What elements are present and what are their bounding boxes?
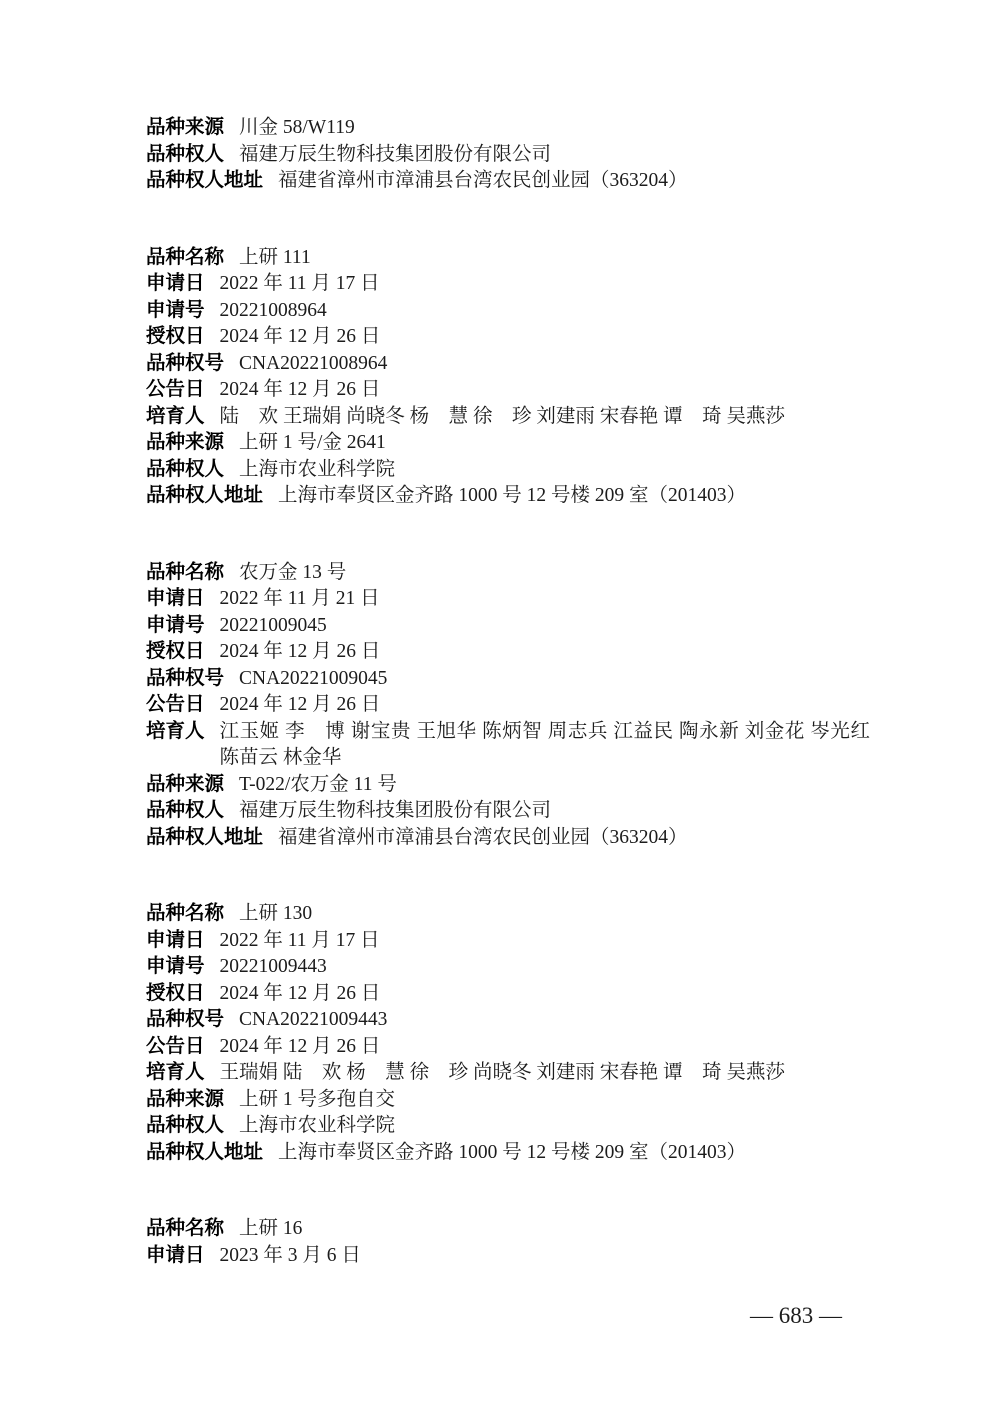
- field-label: 申请日: [146, 273, 205, 294]
- field-value: 福建省漳州市漳浦县台湾农民创业园（363204）: [278, 170, 688, 191]
- field-value: 上研 1 号多孢自交: [239, 1088, 396, 1110]
- field-value: T-022/农万金 11 号: [239, 773, 397, 795]
- field-value: 2023 年 3 月 6 日: [219, 1244, 361, 1266]
- field-label: 申请号: [146, 956, 205, 977]
- field-label: 授权日: [146, 641, 205, 662]
- field-label: 品种来源: [146, 432, 225, 453]
- field-row: [146, 377, 870, 404]
- page-footer: [750, 1301, 842, 1331]
- field-value: 20221009443: [219, 956, 327, 977]
- field-label: 品种权人: [146, 800, 225, 821]
- field-value: 上海市奉贤区金齐路 1000 号 12 号楼 209 室（201403）: [278, 1141, 747, 1163]
- field-row: [146, 928, 870, 955]
- field-value: 上研 111: [239, 246, 311, 268]
- field-row: [146, 719, 870, 772]
- field-row: [146, 457, 870, 484]
- field-value: 上研 130: [239, 903, 313, 924]
- field-label: 培育人: [146, 1062, 205, 1083]
- field-label: 品种来源: [146, 1088, 225, 1110]
- records-list: [146, 115, 870, 1269]
- field-label: 申请日: [146, 588, 205, 609]
- field-label: 培育人: [146, 405, 205, 427]
- field-value: 2024 年 12 月 26 日: [219, 982, 381, 1004]
- field-label: 品种名称: [146, 561, 225, 583]
- field-label: 品种来源: [146, 773, 225, 795]
- field-row: [146, 692, 870, 719]
- field-label: 授权日: [146, 326, 205, 347]
- field-value: 2022 年 11 月 17 日: [219, 273, 380, 294]
- field-label: 品种权人地址: [146, 1141, 264, 1163]
- field-label: 申请号: [146, 299, 205, 321]
- field-row: [146, 772, 870, 799]
- field-value: 20221008964: [219, 299, 327, 321]
- field-label: 品种权号: [146, 667, 225, 689]
- field-value: 2024 年 12 月 26 日: [219, 641, 381, 662]
- field-value: 2024 年 12 月 26 日: [219, 694, 381, 715]
- field-row: [146, 245, 870, 272]
- field-row: [146, 1060, 870, 1087]
- field-row: [146, 1007, 870, 1034]
- field-value: 王瑞娟 陆 欢 杨 慧 徐 珍 尚晓冬 刘建雨 宋春艳 谭 琦 吴燕莎: [219, 1062, 786, 1083]
- variety-record: [146, 115, 870, 195]
- variety-record: [146, 1216, 870, 1269]
- field-value: 2022 年 11 月 21 日: [219, 588, 380, 609]
- field-row: [146, 1113, 870, 1140]
- field-value: 2024 年 12 月 26 日: [219, 326, 381, 347]
- field-row: [146, 639, 870, 666]
- field-row: [146, 430, 870, 457]
- variety-record: [146, 901, 870, 1166]
- field-value: 上海市农业科学院: [239, 458, 396, 480]
- field-label: 品种权人地址: [146, 485, 264, 506]
- field-row: [146, 115, 870, 142]
- field-row: [146, 954, 870, 981]
- field-label: 申请日: [146, 929, 205, 951]
- field-label: 品种权人: [146, 143, 225, 165]
- field-value: 上海市奉贤区金齐路 1000 号 12 号楼 209 室（201403）: [278, 485, 747, 506]
- field-row: [146, 1034, 870, 1061]
- field-value: 上海市农业科学院: [239, 1115, 396, 1136]
- field-label: 公告日: [146, 379, 205, 400]
- field-label: 品种权人地址: [146, 170, 264, 191]
- field-value: CNA20221008964: [239, 352, 388, 374]
- field-label: 品种权人: [146, 458, 225, 480]
- field-value: 陆 欢 王瑞娟 尚晓冬 杨 慧 徐 珍 刘建雨 宋春艳 谭 琦 吴燕莎: [219, 405, 786, 427]
- field-value: 2024 年 12 月 26 日: [219, 379, 381, 400]
- field-value: CNA20221009045: [239, 667, 388, 689]
- field-label: 品种名称: [146, 1218, 225, 1239]
- field-row: [146, 586, 870, 613]
- field-label: 品种权人地址: [146, 826, 264, 848]
- field-label: 公告日: [146, 694, 205, 715]
- page-number: — 683 —: [750, 1303, 842, 1328]
- field-row: [146, 404, 870, 431]
- field-label: 品种名称: [146, 903, 225, 924]
- field-label: 品种名称: [146, 246, 225, 268]
- field-row: [146, 1216, 870, 1243]
- field-row: [146, 1243, 870, 1270]
- field-value: 上研 1 号/金 2641: [239, 432, 386, 453]
- field-label: 申请号: [146, 614, 205, 636]
- field-row: [146, 981, 870, 1008]
- field-row: [146, 901, 870, 928]
- field-value: 上研 16: [239, 1218, 303, 1239]
- field-value: 2024 年 12 月 26 日: [219, 1035, 381, 1057]
- field-row: [146, 483, 870, 510]
- variety-record: [146, 560, 870, 852]
- field-value: CNA20221009443: [239, 1009, 388, 1030]
- field-row: [146, 324, 870, 351]
- field-row: [146, 271, 870, 298]
- field-value: 川金 58/W119: [239, 117, 355, 138]
- field-value: 2022 年 11 月 17 日: [219, 929, 380, 951]
- field-label: 品种权号: [146, 352, 225, 374]
- field-label: 品种权人: [146, 1115, 225, 1136]
- field-label: 品种来源: [146, 117, 225, 138]
- field-row: [146, 666, 870, 693]
- field-label: 品种权号: [146, 1009, 225, 1030]
- field-value: 江玉姬 李 博 谢宝贵 王旭华 陈炳智 周志兵 江益民 陶永新 刘金花 岑光红 陈苗云 林金华: [219, 720, 870, 768]
- field-row: [146, 613, 870, 640]
- field-value: 福建万辰生物科技集团股份有限公司: [239, 143, 552, 165]
- field-label: 申请日: [146, 1244, 205, 1266]
- field-label: 培育人: [146, 720, 205, 742]
- field-value: 福建万辰生物科技集团股份有限公司: [239, 800, 552, 821]
- variety-record: [146, 245, 870, 510]
- field-row: [146, 825, 870, 852]
- field-row: [146, 168, 870, 195]
- field-row: [146, 560, 870, 587]
- field-row: [146, 298, 870, 325]
- field-row: [146, 1087, 870, 1114]
- field-row: [146, 142, 870, 169]
- field-label: 公告日: [146, 1035, 205, 1057]
- field-value: 20221009045: [219, 614, 327, 636]
- field-label: 授权日: [146, 982, 205, 1004]
- field-value: 福建省漳州市漳浦县台湾农民创业园（363204）: [278, 826, 688, 848]
- field-row: [146, 351, 870, 378]
- field-value: 农万金 13 号: [239, 561, 347, 583]
- field-row: [146, 1140, 870, 1167]
- field-row: [146, 798, 870, 825]
